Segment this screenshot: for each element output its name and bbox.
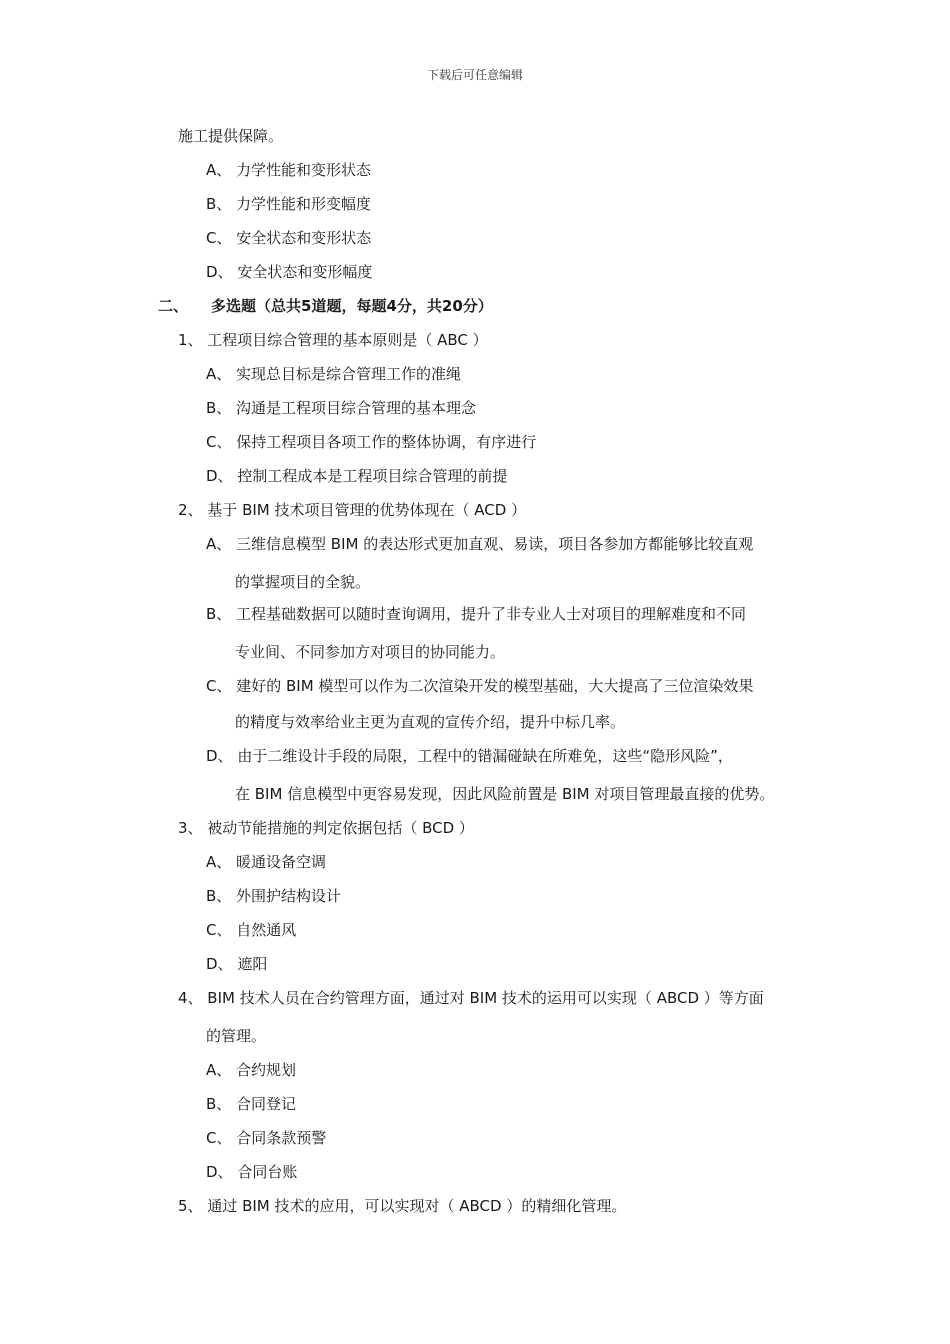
q-prev-opt-d: D、 安全状态和变形幅度 [206,263,373,281]
q-prev-tail: 施工提供保障。 [178,127,284,145]
q-prev-opt-a: A、 力学性能和变形状态 [206,161,372,179]
q2-opt-d-2: 在 BIM 信息模型中更容易发现，因此风险前置是 BIM 对项目管理最直接的优势。 [235,785,775,803]
q2-stem: 2、 基于 BIM 技术项目管理的优势体现在（ ACD ） [178,501,527,519]
q1-opt-d: D、 控制工程成本是工程项目综合管理的前提 [206,467,508,485]
q2-opt-c-1: C、 建好的 BIM 模型可以作为二次渲染开发的模型基础，大大提高了三位渲染效果 [206,677,754,695]
q2-opt-b-2: 专业间、不同参加方对项目的协同能力。 [235,643,506,661]
q4-opt-c: C、 合同条款预警 [206,1129,327,1147]
q3-opt-d: D、 遮阳 [206,955,268,973]
q2-opt-a-1: A、 三维信息模型 BIM 的表达形式更加直观、易读，项目各参加方都能够比较直观 [206,535,754,553]
section-title: 多选题（总共5道题，每题4分，共20分） [211,297,493,315]
q2-opt-b-1: B、 工程基础数据可以随时查询调用，提升了非专业人士对项目的理解难度和不同 [206,605,747,623]
q2-opt-a-2: 的掌握项目的全貌。 [235,573,371,591]
q4-opt-d: D、 合同台账 [206,1163,298,1181]
q1-stem: 1、 工程项目综合管理的基本原则是（ ABC ） [178,331,488,349]
q5-stem: 5、 通过 BIM 技术的应用，可以实现对（ ABCD ）的精细化管理。 [178,1197,627,1215]
q3-opt-c: C、 自然通风 [206,921,297,939]
q4-opt-a: A、 合约规划 [206,1061,297,1079]
q1-opt-c: C、 保持工程项目各项工作的整体协调，有序进行 [206,433,537,451]
q-prev-opt-c: C、 安全状态和变形状态 [206,229,372,247]
section-number: 二、 [158,297,189,315]
q1-opt-a: A、 实现总目标是综合管理工作的准绳 [206,365,462,383]
q2-opt-d-1: D、 由于二维设计手段的局限，工程中的错漏碰缺在所难免，这些“隐形风险”， [206,747,733,765]
q-prev-opt-b: B、 力学性能和形变幅度 [206,195,372,213]
q1-opt-b: B、 沟通是工程项目综合管理的基本理念 [206,399,477,417]
page-header: 下载后可任意编辑 [426,68,523,82]
q4-opt-b: B、 合同登记 [206,1095,297,1113]
q2-opt-c-2: 的精度与效率给业主更为直观的宣传介绍，提升中标几率。 [235,713,626,731]
q3-opt-a: A、 暖通设备空调 [206,853,327,871]
q4-stem-2: 的管理。 [206,1027,267,1045]
q3-opt-b: B、 外围护结构设计 [206,887,342,905]
q3-stem: 3、 被动节能措施的判定依据包括（ BCD ） [178,819,474,837]
q4-stem-1: 4、 BIM 技术人员在合约管理方面，通过对 BIM 技术的运用可以实现（ ABCD ）等方面 [178,989,764,1007]
